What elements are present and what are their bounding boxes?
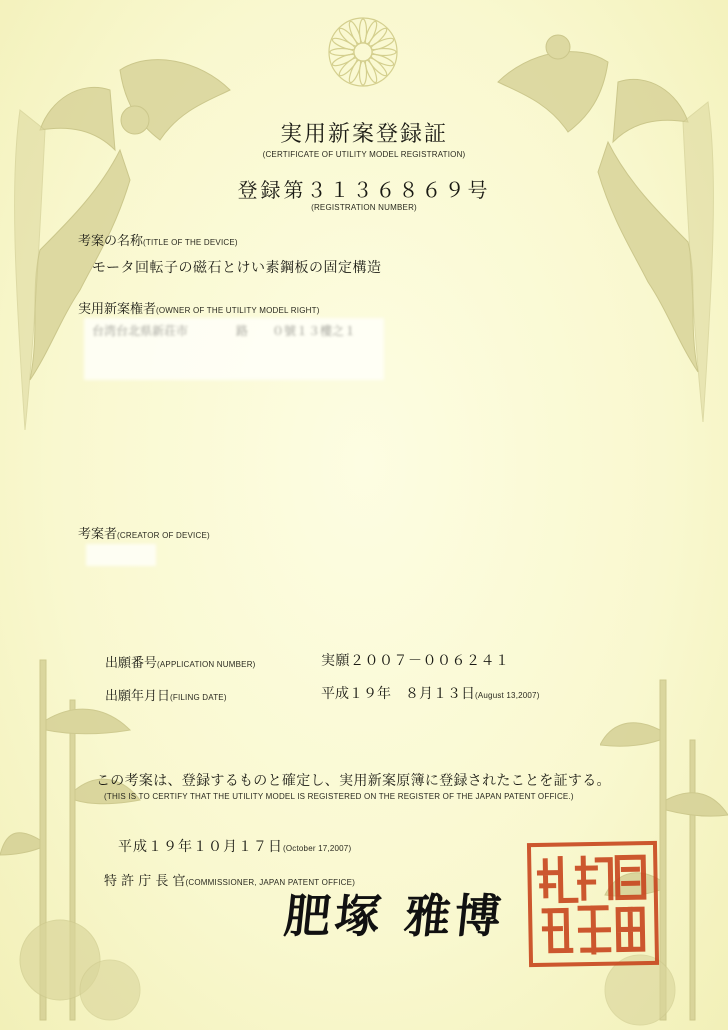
filing-label-jp: 出願年月日 <box>105 689 171 704</box>
filing-label-en: (FILING DATE) <box>170 693 227 702</box>
phoenix-right-ornament <box>478 22 728 442</box>
registration-number: 登録第３１３６８６９号 <box>237 178 491 202</box>
certificate-title: 実用新案登録証 <box>279 122 448 147</box>
device-title-label-en: (TITLE OF THE DEVICE) <box>143 238 238 247</box>
commissioner-signature: 肥塚 雅博 <box>281 889 508 943</box>
issue-date-en: (October 17,2007) <box>283 844 352 853</box>
chrysanthemum-crest-icon <box>325 14 401 90</box>
owner-label-jp: 実用新案権者 <box>78 302 157 317</box>
application-value: 実願２００７－００６２４１ <box>321 653 510 669</box>
official-seal <box>527 841 659 967</box>
device-title-value: モータ回転子の磁石とけい素鋼板の固定構造 <box>92 260 382 276</box>
creator-label-en: (CREATOR OF DEVICE) <box>117 531 210 540</box>
issue-date <box>118 836 351 856</box>
owner-line-2 <box>92 342 164 359</box>
application-label-jp: 出願番号 <box>105 656 158 671</box>
owner-line-1: 台湾台北県新荘市 路 ０號１３樓之１ <box>92 324 357 338</box>
creator-label-jp: 考案者 <box>78 527 118 542</box>
device-title-label-jp: 考案の名称 <box>78 234 144 249</box>
creator-label <box>78 523 210 542</box>
application-label-en: (APPLICATION NUMBER) <box>157 660 256 669</box>
filing-label <box>105 685 227 704</box>
device-title-label <box>78 230 238 249</box>
owner-label <box>78 298 320 317</box>
filing-value-jp: 平成１９年 ８月１３日 <box>321 686 475 702</box>
seal-glyphs-icon <box>535 849 651 959</box>
application-label <box>105 652 256 671</box>
creator-value <box>92 547 128 564</box>
commissioner-label-en: (COMMISSIONER, JAPAN PATENT OFFICE) <box>185 878 356 887</box>
issue-date-jp: 平成１９年１０月１７日 <box>118 839 283 855</box>
certify-statement-en: (THIS IS TO CERTIFY THAT THE UTILITY MODEL IS REGISTERED ON THE REGISTER OF THE JAPAN PATENT OFFICE.) <box>104 792 574 801</box>
filing-value-en: (August 13,2007) <box>475 691 540 700</box>
certificate-title-en: (CERTIFICATE OF UTILITY MODEL REGISTRATION) <box>262 150 466 159</box>
commissioner-label-jp: 特 許 庁 長 官 <box>104 874 186 889</box>
registration-number-en: (REGISTRATION NUMBER) <box>311 203 417 212</box>
certify-statement: この考案は、登録するものと確定し、実用新案原簿に登録されたことを証する。 <box>96 773 611 789</box>
owner-line-3 <box>122 360 158 377</box>
owner-label-en: (OWNER OF THE UTILITY MODEL RIGHT) <box>156 306 320 315</box>
filing-value <box>321 683 540 703</box>
